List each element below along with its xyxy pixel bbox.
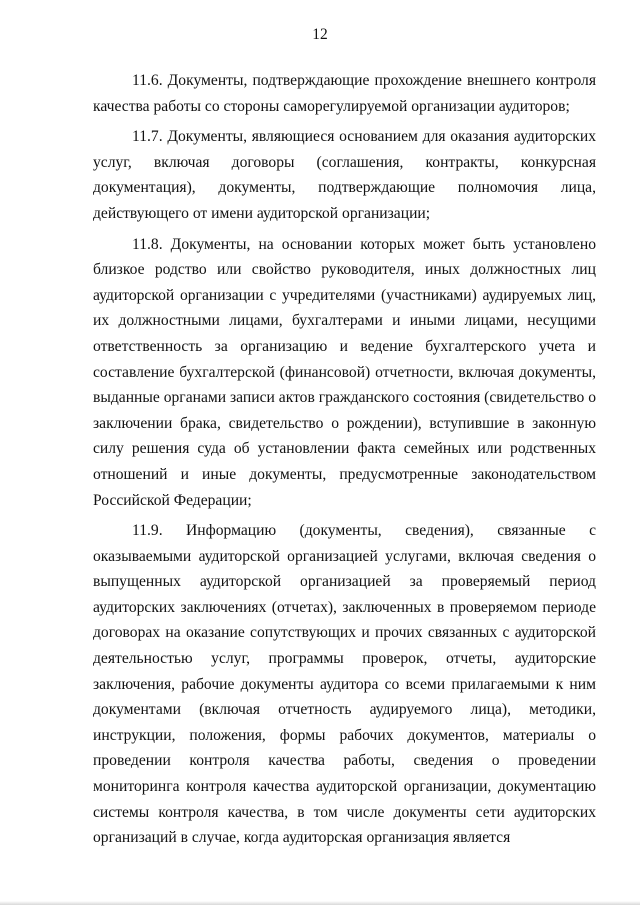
- paragraph-11-6: 11.6. Документы, подтверждающие прохождение внешнего контроля качества работы со стороны саморегулируемой организации аудиторов;: [93, 72, 596, 115]
- page-bottom-edge: [0, 901, 640, 905]
- paragraph-11-8: 11.8. Документы, на основании которых может быть установлено близкое родство или свойство руководителя, иных должностных лиц аудиторской организации с учредителями (участниками) аудируемых лиц, их должностными лицами, бухгалтерами и иными лицами, несущими ответственность за организацию и ведение бухгалтерского учета и составление бухгалтерской (финансовой) отчетности, включая документы, выданные органами записи актов гражданского состояния (свидетельство о заключении брака, свидетельство о рождении), вступившие в законную силу решения суда об установлении факта семейных или родственных отношений и иные документы, предусмотренные законодательством Российской Федерации;: [93, 235, 596, 509]
- paragraph-11-7: 11.7. Документы, являющиеся основанием для оказания аудиторских услуг, включая договоры (соглашения, контракты, конкурсная документация), документы, подтверждающие полномочия лица, действующего от имени аудиторской организации;: [93, 128, 596, 222]
- paragraph-11-9: 11.9. Информацию (документы, сведения), связанные с оказываемыми аудиторской организацией услугами, включая сведения о выпущенных аудиторской организацией за проверяемый период аудиторских заключениях (отчетах), заключенных в проверяемом периоде договорах на оказание сопутствующих и прочих связанных с аудиторской деятельностью услуг, программы проверок, отчеты, аудиторские заключения, рабочие документы аудитора со всеми прилагаемыми к ним документами (включая отчетность аудируемого лица), методики, инструкции, положения, формы рабочих документов, материалы о проведении контроля качества работы, сведения о проведении мониторинга контроля качества аудиторской организации, документацию системы контроля качества, в том числе документы сети аудиторских организаций в случае, когда аудиторская организация является: [93, 522, 596, 847]
- document-body: [93, 68, 596, 851]
- page-number: 12: [312, 26, 328, 43]
